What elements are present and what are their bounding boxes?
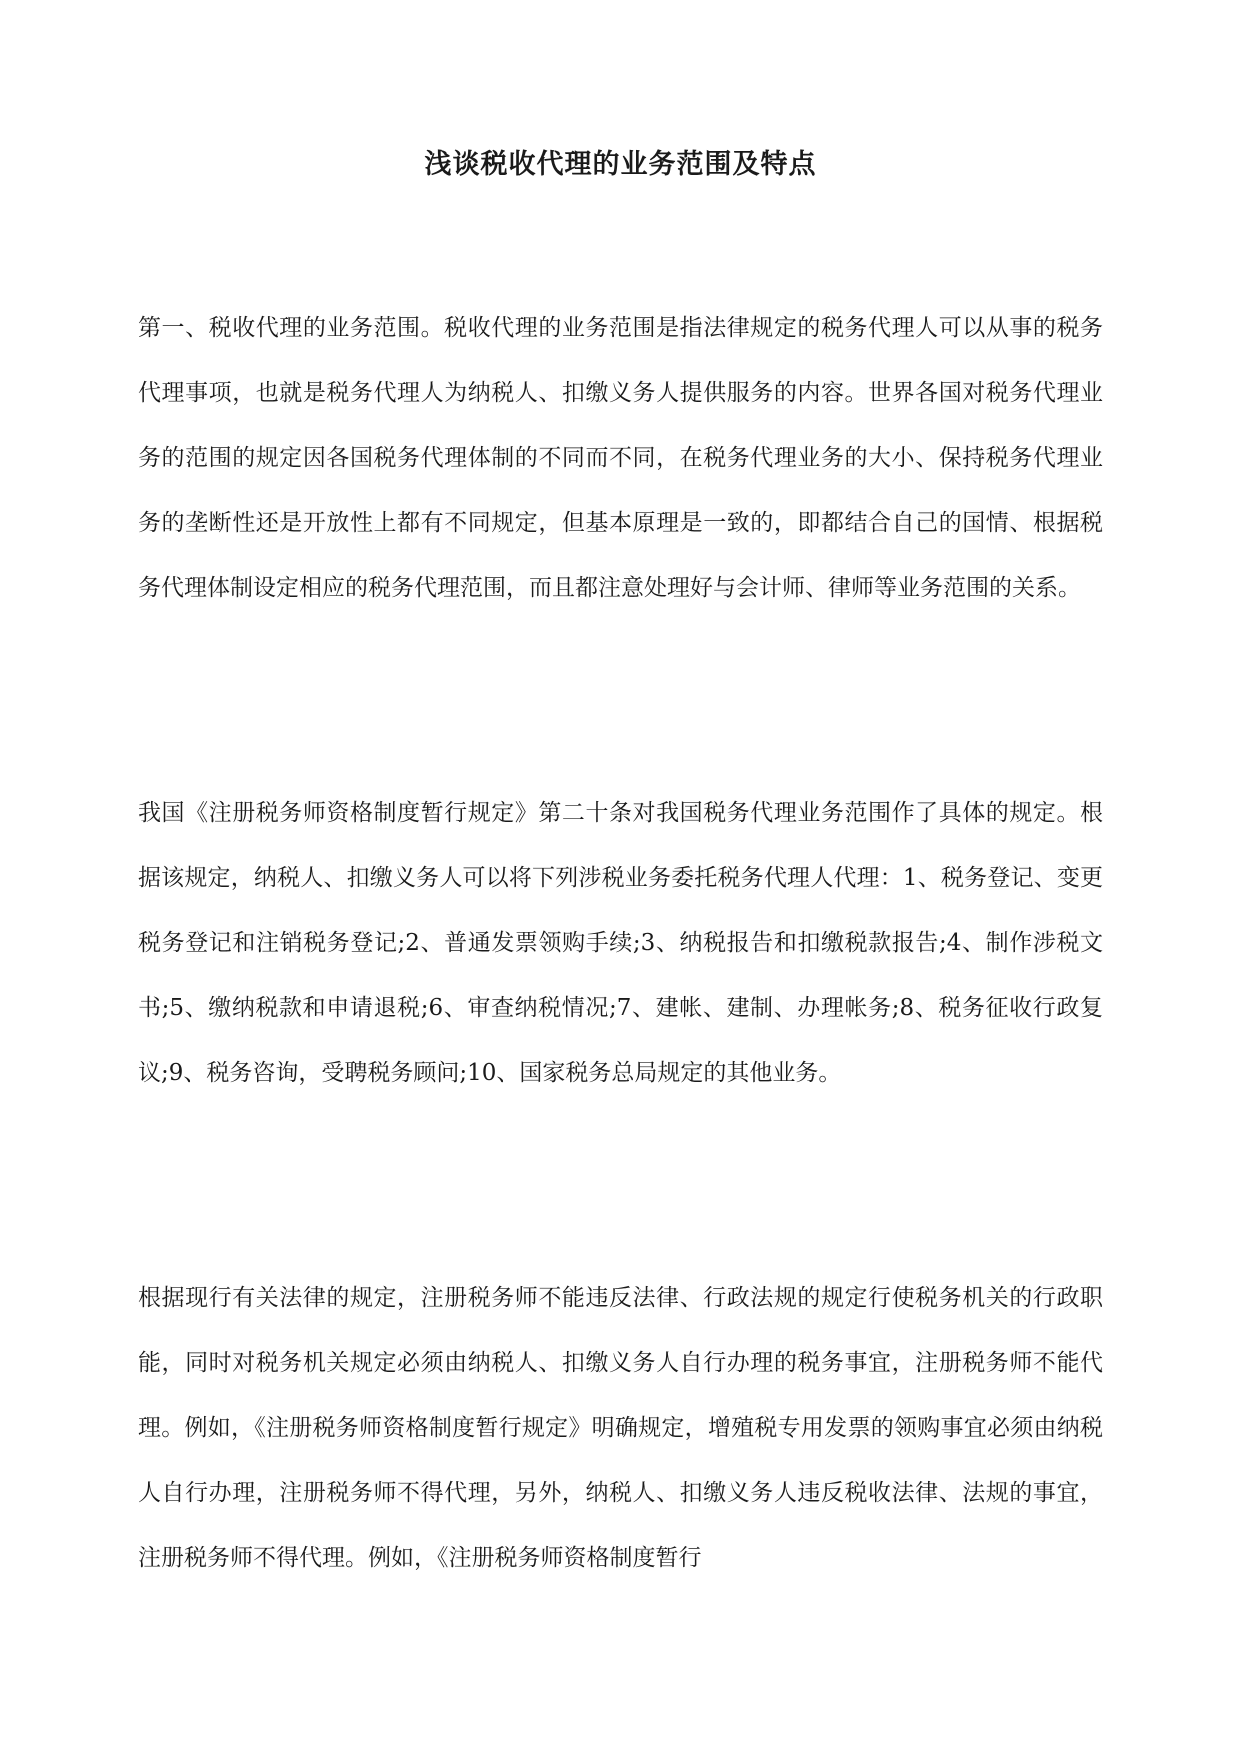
paragraph-business-scope: 第一、税收代理的业务范围。税收代理的业务范围是指法律规定的税务代理人可以从事的税务代理事项，也就是税务代理人为纳税人、扣缴义务人提供服务的内容。世界各国对税务代理业务的范围的规定因各国税务代理体制的不同而不同，在税务代理业务的大小、保持税务代理业务的垄断性还是开放性上都有不同规定，但基本原理是一致的，即都结合自己的国情、根据税务代理体制设定相应的税务代理范围，而且都注意处理好与会计师、律师等业务范围的关系。 xyxy=(138,315,1103,601)
document-title: 浅谈税收代理的业务范围及特点 xyxy=(424,149,817,180)
paragraph-regulation-scope: 我国《注册税务师资格制度暂行规定》第二十条对我国税务代理业务范围作了具体的规定。根据该规定，纳税人、扣缴义务人可以将下列涉税业务委托税务代理人代理：1、税务登记、变更税务登记和注销税务登记;2、普通发票领购手续;3、纳税报告和扣缴税款报告;4、制作涉税文书;5、缴纳税款和申请退税;6、审查纳税情况;7、建帐、建制、办理帐务;8、税务征收行政复议;9、税务咨询，受聘税务顾问;10、国家税务总局规定的其他业务。 xyxy=(138,800,1103,1086)
paragraph-restrictions: 根据现行有关法律的规定，注册税务师不能违反法律、行政法规的规定行使税务机关的行政职能，同时对税务机关规定必须由纳税人、扣缴义务人自行办理的税务事宜，注册税务师不能代理。例如，《注册税务师资格制度暂行规定》明确规定，增殖税专用发票的领购事宜必须由纳税人自行办理，注册税务师不得代理，另外，纳税人、扣缴义务人违反税收法律、法规的事宜，注册税务师不得代理。例如，《注册税务师资格制度暂行 xyxy=(138,1285,1103,1571)
